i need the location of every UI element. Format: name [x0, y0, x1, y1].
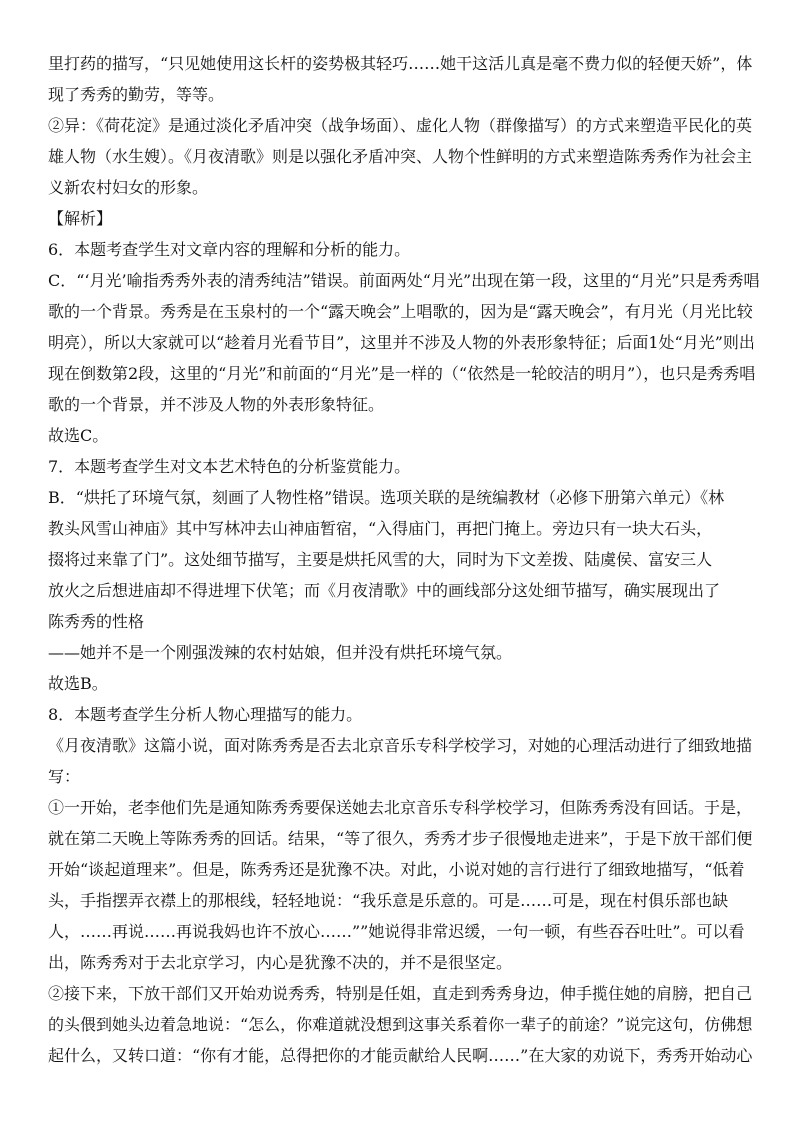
document-body: [48, 48, 760, 1071]
question-8-overview: 《月夜清歌》这篇小说，面对陈秀秀是否去北京音乐专科学校学习，对她的心理活动进行了细致地描写：: [48, 736, 753, 786]
paragraph-continuation: 里打药的描写，“只见她使用这长杆的姿势极其轻巧……她干这活儿真是毫不费力似的轻便天娇”，体现了秀秀的勤劳，等等。: [48, 54, 753, 104]
section-heading-analysis: 【解析】: [48, 209, 113, 228]
question-7-explanation: B．“烘托了环境气氛，刻画了人物性格”错误。选项关联的是统编教材（必修下册第六单元）《林教头风雪山神庙》其中写林冲去山神庙暂宿，“入得庙门，再把门掩上。旁边只有一块大石头，掇将过来靠了门”。这处细节描写，主要是烘托风雪的大，同时为下文差拨、陆虞侯、富安三人放火之后想进庙却不得进埋下伏笔；而《月夜清歌》中的画线部分这处细节描写，确实展现出了陈秀秀的性格: [48, 488, 725, 631]
question-7-answer: 故选B。: [48, 674, 108, 693]
question-7-intro: 7．本题考查学生对文本艺术特色的分析鉴赏能力。: [48, 457, 411, 476]
question-6-intro: 6．本题考查学生对文章内容的理解和分析的能力。: [48, 240, 411, 259]
paragraph-difference: ②异：《荷花淀》是通过淡化矛盾冲突（战争场面）、虚化人物（群像描写）的方式来塑造平民化的英雄人物（水生嫂）。《月夜清歌》则是以强化矛盾冲突、人物个性鲜明的方式来塑造陈秀秀作为社会主义新农村妇女的形象。: [48, 116, 753, 197]
question-7-explanation-tail: ——她并不是一个刚强泼辣的农村姑娘，但并没有烘托环境气氛。: [48, 643, 513, 662]
question-6-answer: 故选C。: [48, 426, 109, 445]
question-8-intro: 8．本题考查学生分析人物心理描写的能力。: [48, 705, 363, 724]
question-8-point-2: ②接下来，下放干部们又开始劝说秀秀，特别是任姐，直走到秀秀身边，伸手揽住她的肩膀，把自己的头偎到她头边着急地说：“怎么，你难道就没想到这事关系着你一辈子的前途？”说完这句，仿佛想起什么，又转口道：“你有才能，总得把你的才能贡献给人民啊……”在大家的劝说下，秀秀开始动心: [48, 984, 753, 1065]
question-8-point-1: ①一开始，老李他们先是通知陈秀秀要保送她去北京音乐专科学校学习，但陈秀秀没有回话。于是，就在第二天晚上等陈秀秀的回话。结果，“等了很久，秀秀才步子很慢地走进来”，于是下放干部们便开始“谈起道理来”。但是，陈秀秀还是犹豫不决。对此，小说对她的言行进行了细致地描写，“低着头，手指摆弄衣襟上的那根线，轻轻地说：“我乐意是乐意的。可是……可是，现在村俱乐部也缺人，……再说……再说我妈也许不放心……””她说得非常迟缓，一句一顿，有些吞吞吐吐”。可以看出，陈秀秀对于去北京学习，内心是犹豫不决的，并不是很坚定。: [48, 798, 753, 972]
question-6-explanation: C．“‘月光’喻指秀秀外表的清秀纯洁”错误。前面两处“月光”出现在第一段，这里的“月光”只是秀秀唱歌的一个背景。秀秀是在玉泉村的一个“露天晚会”上唱歌的，因为是“露天晚会”，有月光（月光比较明亮），所以大家就可以“趁着月光看节目”，这里并不涉及人物的外表形象特征；后面1处“月光”则出现在倒数第2段，这里的“月光”和前面的“月光”是一样的（“依然是一轮皎洁的明月”），也只是秀秀唱歌的一个背景，并不涉及人物的外表形象特征。: [48, 271, 760, 414]
